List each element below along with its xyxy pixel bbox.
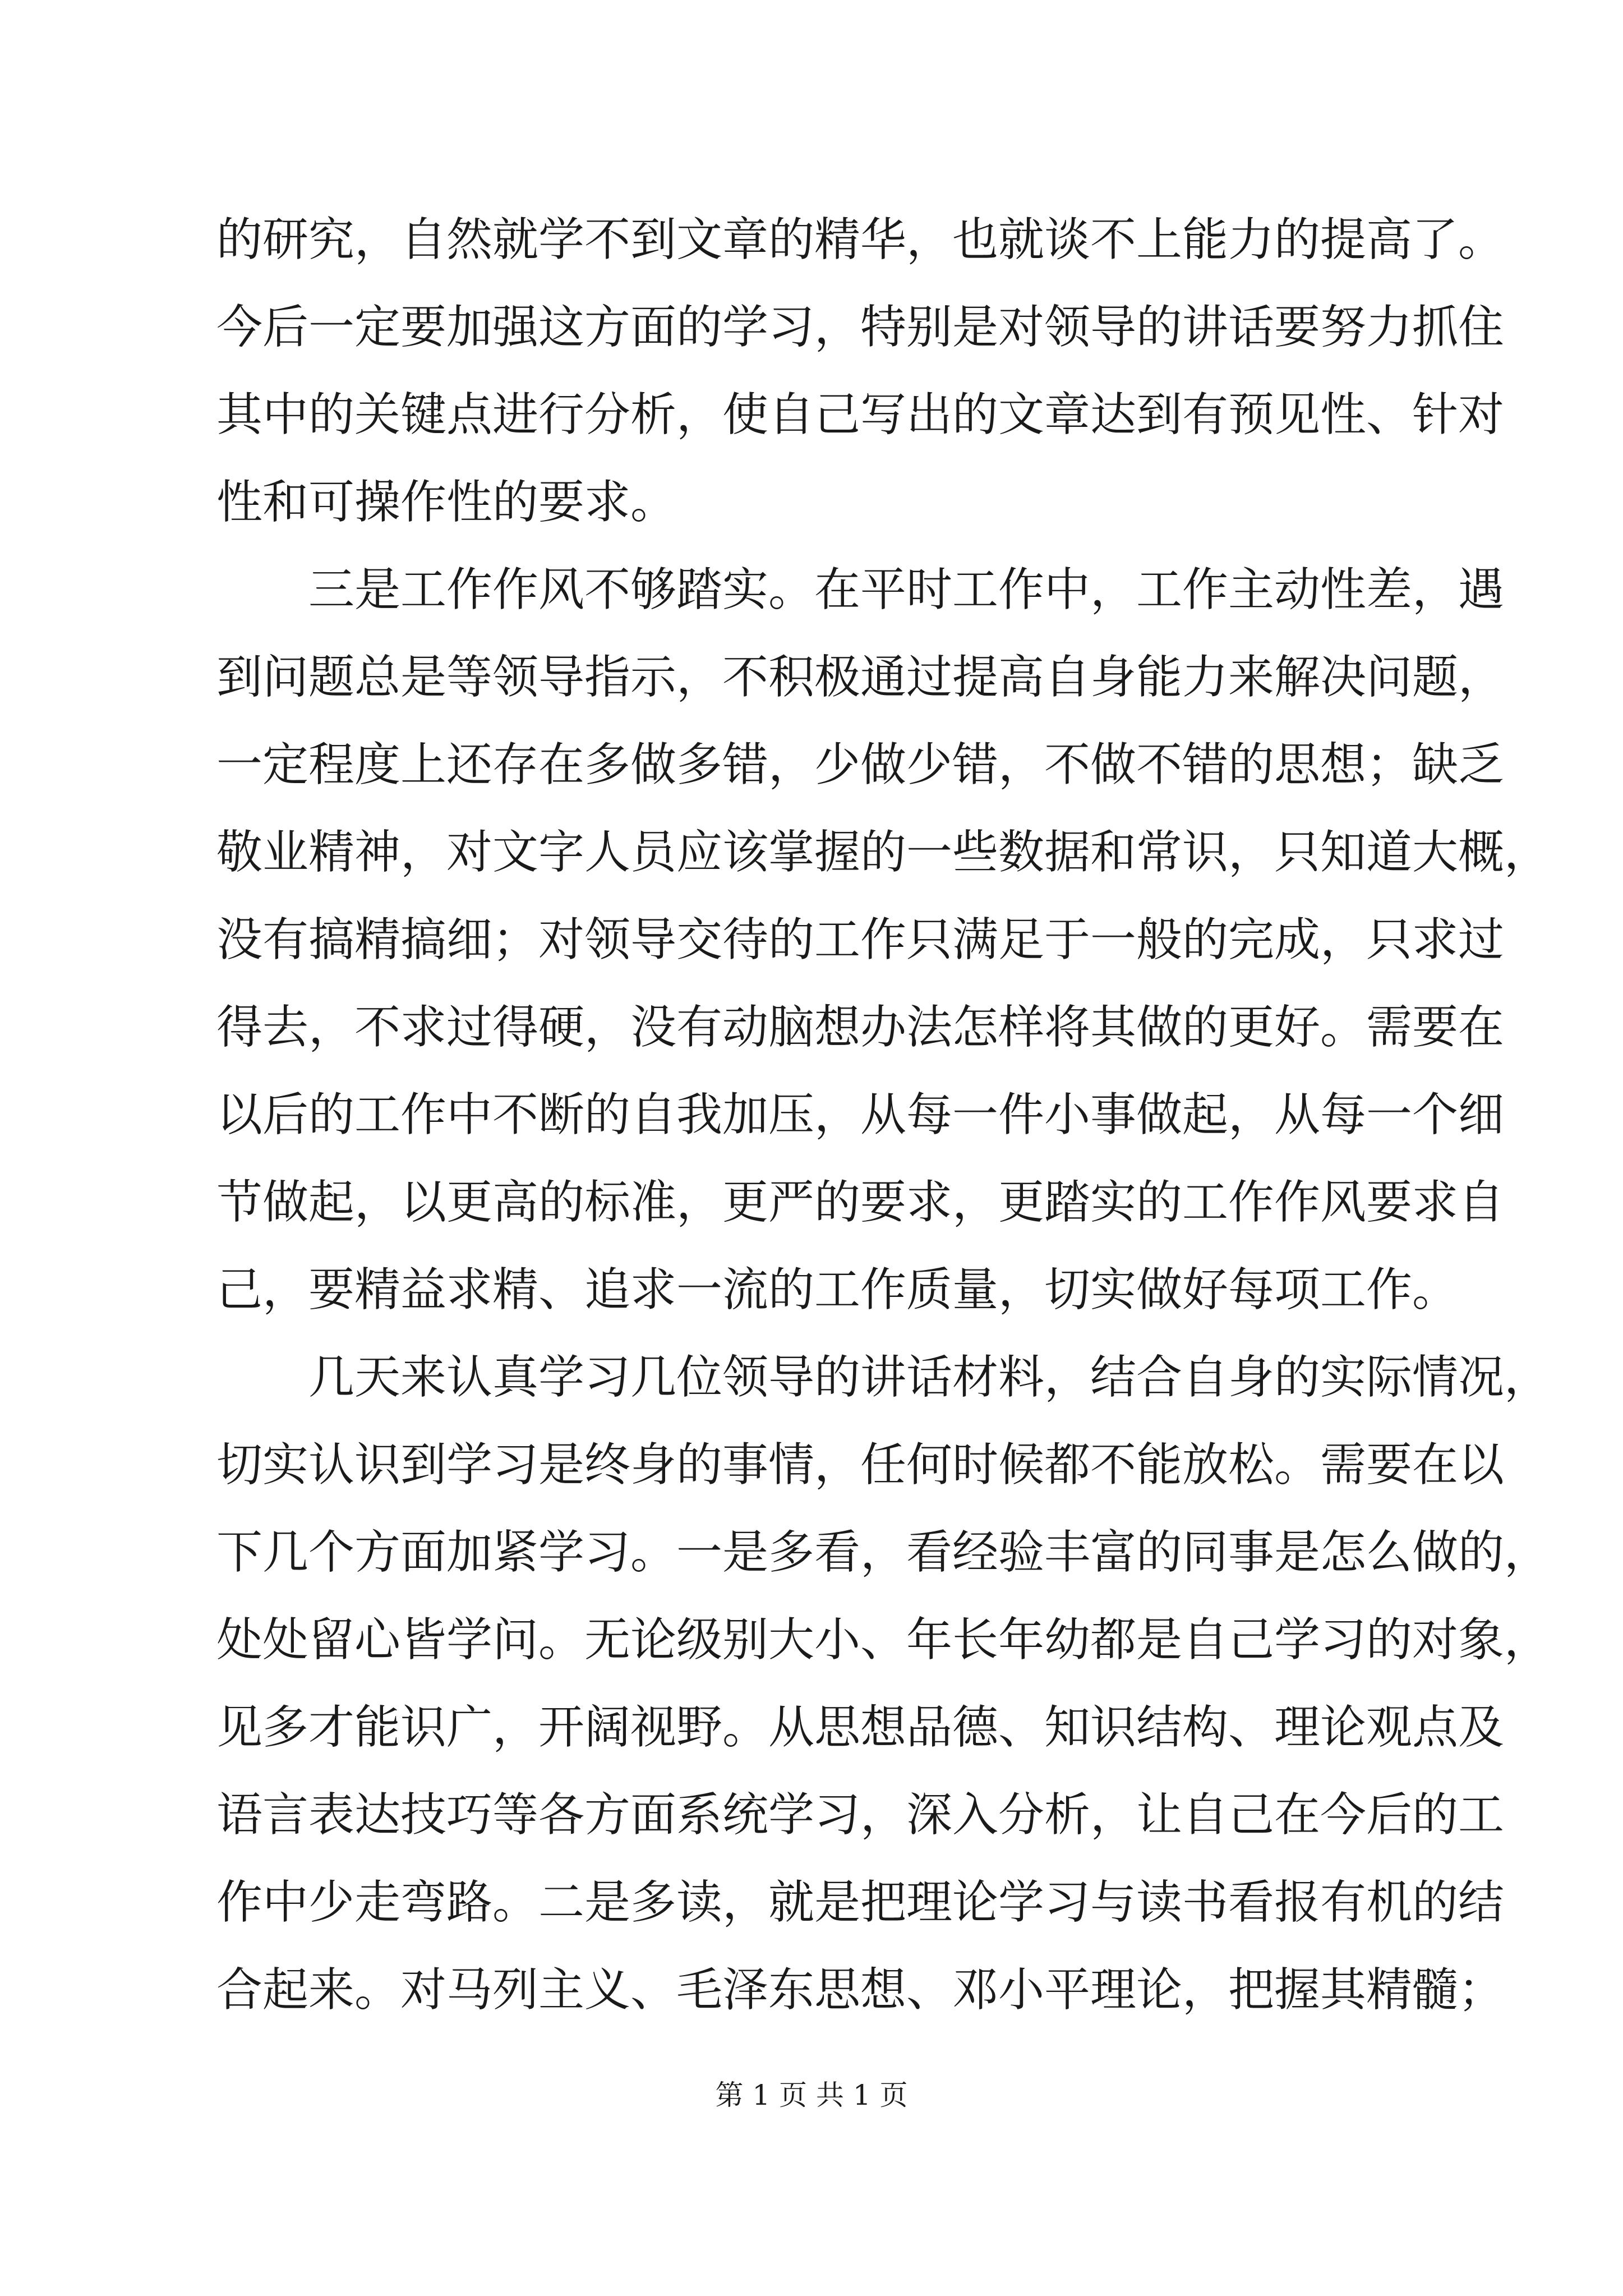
text-line: 今后一定要加强这方面的学习，特别是对领导的讲话要努力抓住 [216, 301, 1505, 354]
text-line: 见多才能识广，开阔视野。从思想品德、知识结构、理论观点及 [216, 1701, 1505, 1754]
text-line: 下几个方面加紧学习。一是多看，看经验丰富的同事是怎么做的， [216, 1526, 1551, 1579]
text-line: 没有搞精搞细；对领导交待的工作只满足于一般的完成，只求过 [216, 913, 1505, 967]
text-line: 到问题总是等领导指示，不积极通过提高自身能力来解决问题， [216, 651, 1505, 704]
text-line: 性和可操作性的要求。 [216, 476, 677, 529]
text-line: 敬业精神，对文字人员应该掌握的一些数据和常识，只知道大概， [216, 826, 1551, 879]
text-line: 几天来认真学习几位领导的讲话材料，结合自身的实际情况， [308, 1351, 1551, 1404]
body-text [216, 196, 1551, 2034]
text-line: 切实认识到学习是终身的事情，任何时候都不能放松。需要在以 [216, 1438, 1505, 1492]
text-line: 合起来。对马列主义、毛泽东思想、邓小平理论，把握其精髓； [216, 1963, 1505, 2017]
text-line: 节做起，以更高的标准，更严的要求，更踏实的工作作风要求自 [216, 1176, 1505, 1229]
text-line: 以后的工作中不断的自我加压，从每一件小事做起，从每一个细 [216, 1088, 1505, 1142]
text-line: 得去，不求过得硬，没有动脑想办法怎样将其做的更好。需要在 [216, 1001, 1505, 1054]
text-line: 的研究，自然就学不到文章的精华，也就谈不上能力的提高了。 [216, 213, 1505, 266]
text-line: 其中的关键点进行分析，使自己写出的文章达到有预见性、针对 [216, 388, 1505, 441]
text-line: 三是工作作风不够踏实。在平时工作中，工作主动性差，遇 [308, 563, 1505, 616]
page-footer: 第 1 页 共 1 页 [715, 2079, 908, 2111]
text-line: 一定程度上还存在多做多错，少做少错，不做不错的思想；缺乏 [216, 738, 1505, 792]
text-line: 语言表达技巧等各方面系统学习，深入分析，让自己在今后的工 [216, 1788, 1505, 1842]
text-line: 作中少走弯路。二是多读，就是把理论学习与读书看报有机的结 [216, 1876, 1505, 1929]
text-line: 己，要精益求精、追求一流的工作质量，切实做好每项工作。 [216, 1263, 1459, 1317]
text-line: 处处留心皆学问。无论级别大小、年长年幼都是自己学习的对象， [216, 1613, 1551, 1667]
